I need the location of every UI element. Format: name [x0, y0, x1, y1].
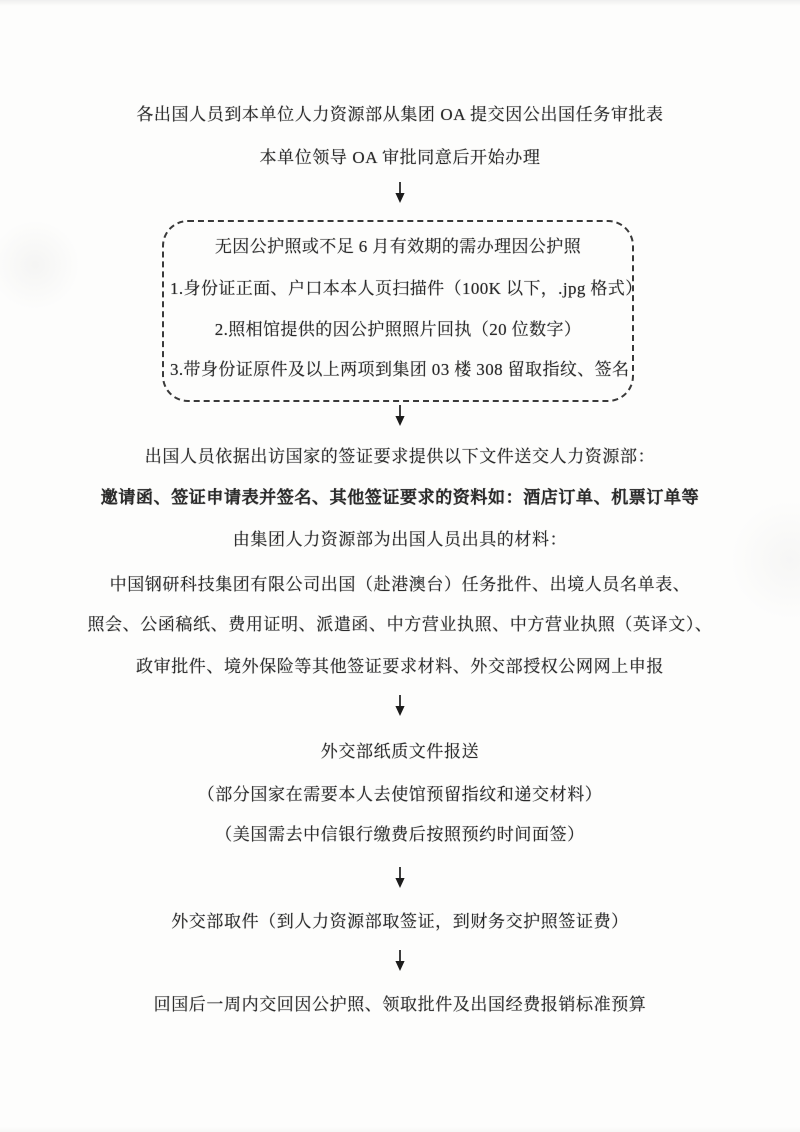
mfa-section-line2: （部分国家在需要本人去使馆预留指纹和递交材料）: [197, 785, 603, 804]
return-procedure-line: 回国后一周内交回因公护照、领取批件及出国经费报销标准预算: [153, 995, 647, 1014]
visa-section-line1: 出国人员依据出访国家的签证要求提供以下文件送交人力资源部：: [144, 447, 656, 466]
visa-section-line6: 政审批件、境外保险等其他签证要求材料、外交部授权公网网上申报: [136, 657, 664, 676]
visa-section-line4: 中国钢研科技集团有限公司出国（赴港澳台）任务批件、出境人员名单表、: [109, 575, 691, 594]
step-submit-line1: 各出国人员到本单位人力资源部从集团 OA 提交因公出国任务审批表: [136, 105, 664, 124]
passport-box-title: 无因公护照或不足 6 月有效期的需办理因公护照: [214, 237, 582, 256]
mfa-section-line1: 外交部纸质文件报送: [320, 742, 480, 761]
down-arrow-icon: [392, 404, 408, 426]
passport-box-item-2: 2.照相馆提供的因公护照照片回执（20 位数字）: [214, 320, 582, 339]
visa-section-line5: 照会、公函稿纸、费用证明、派遣函、中方营业执照、中方营业执照（英译文）、: [87, 615, 713, 634]
down-arrow-icon: [392, 181, 408, 203]
passport-requirements-box: [162, 220, 643, 402]
visa-section-line2: 邀请函、签证申请表并签名、其他签证要求的资料如：酒店订单、机票订单等: [100, 488, 700, 507]
down-arrow-icon: [392, 866, 408, 888]
down-arrow-icon: [392, 949, 408, 971]
passport-box-item-1: 1.身份证正面、户口本本人页扫描件（100K 以下，.jpg 格式）: [170, 279, 643, 298]
step-submit-line2: 本单位领导 OA 审批同意后开始办理: [259, 148, 541, 167]
passport-box-item-3: 3.带身份证原件及以上两项到集团 03 楼 308 留取指纹、签名: [170, 360, 630, 379]
visa-section-line3: 由集团人力资源部为出国人员出具的材料：: [232, 530, 568, 549]
mfa-section-line3: （美国需去中信银行缴费后按照预约时间面签）: [215, 825, 585, 844]
down-arrow-icon: [392, 694, 408, 716]
mfa-pickup-line: 外交部取件（到人力资源部取签证，到财务交护照签证费）: [171, 912, 629, 931]
